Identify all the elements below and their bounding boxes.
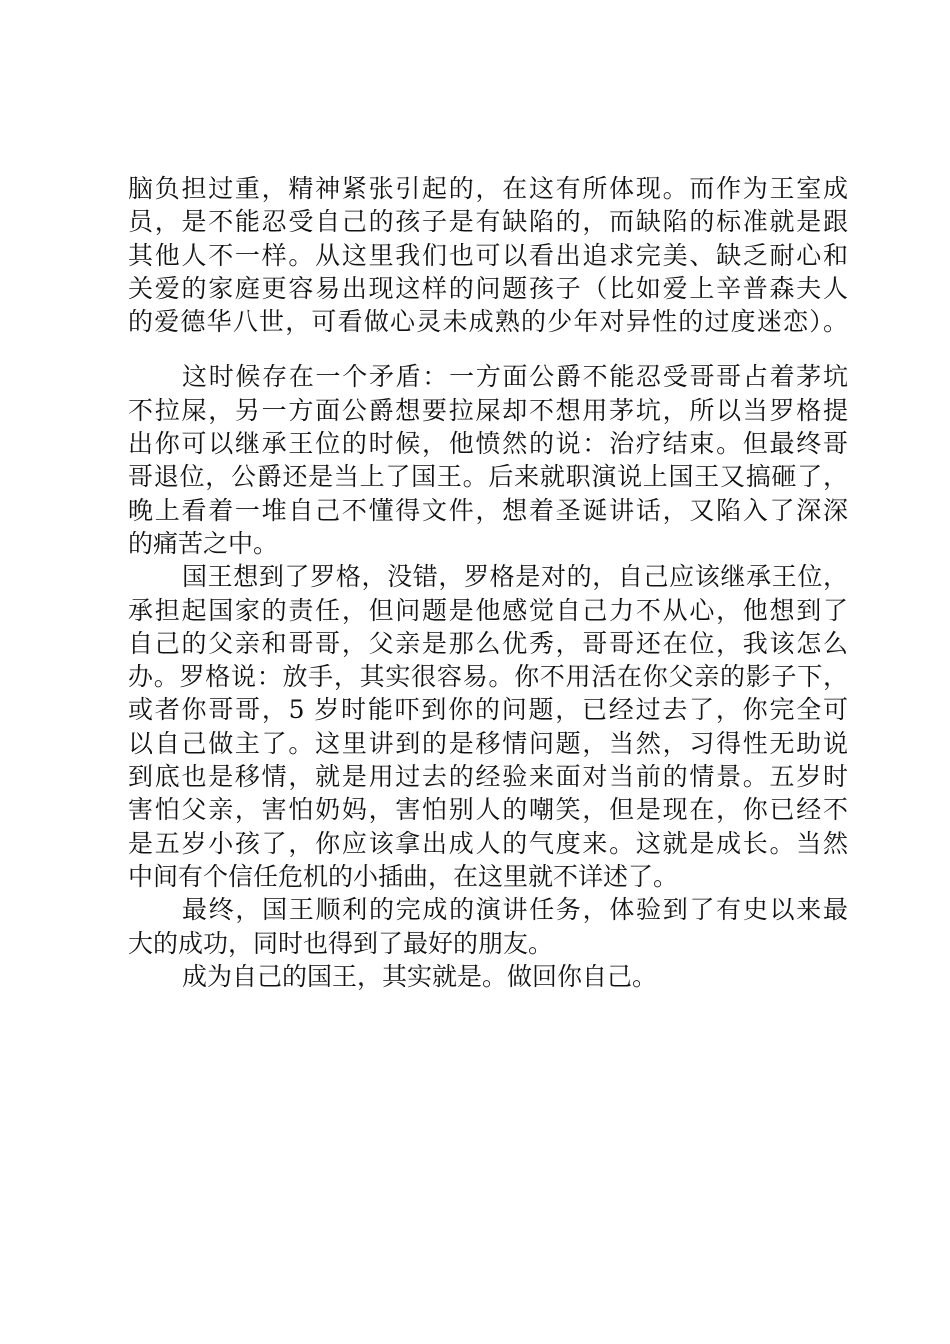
text-line: 成为自己的国王，其实就是。做回你自己。 [182, 961, 658, 991]
paragraph-4 [128, 893, 848, 960]
paragraph-2 [128, 360, 848, 560]
text-line: 是五岁小孩了，你应该拿出成人的气度来。这就是成长。当然 [128, 828, 848, 858]
text-line: 这时候存在一个矛盾：一方面公爵不能忍受哥哥占着茅坑 [182, 362, 848, 392]
text-line: 害怕父亲，害怕奶妈，害怕别人的嘲笑，但是现在，你已经不 [128, 795, 848, 825]
text-line: 的痛苦之中。 [128, 528, 279, 558]
text-line: 自己的父亲和哥哥，父亲是那么优秀，哥哥还在位，我该怎么 [128, 628, 848, 658]
paragraph-3 [128, 560, 848, 893]
text-line: 其他人不一样。从这里我们也可以看出追求完美、缺乏耐心和 [128, 240, 848, 270]
text-line: 不拉屎，另一方面公爵想要拉屎却不想用茅坑，所以当罗格提 [128, 395, 848, 425]
paragraph-5 [128, 960, 848, 993]
text-line: 的爱德华八世，可看做心灵未成熟的少年对异性的过度迷恋）。 [128, 307, 848, 337]
text-line: 大的成功，同时也得到了最好的朋友。 [128, 928, 554, 958]
text-line: 哥退位，公爵还是当上了国王。后来就职演说上国王又搞砸了， [128, 462, 848, 492]
text-line: 到底也是移情，就是用过去的经验来面对当前的情景。五岁时 [128, 762, 848, 792]
text-line: 中间有个信任危机的小插曲，在这里就不详述了。 [128, 861, 679, 891]
document-body [128, 172, 848, 993]
text-line: 以自己做主了。这里讲到的是移情问题，当然，习得性无助说 [128, 728, 848, 758]
text-line: 国王想到了罗格，没错，罗格是对的，自己应该继承王位， [182, 562, 848, 592]
text-line: 最终，国王顺利的完成的演讲任务，体验到了有史以来最 [182, 895, 848, 925]
paragraph-1 [128, 172, 848, 338]
text-line: 脑负担过重，精神紧张引起的，在这有所体现。而作为王室成 [128, 174, 848, 203]
text-line: 办。罗格说：放手，其实很容易。你不用活在你父亲的影子下， [128, 662, 848, 692]
text-line: 或者你哥哥，5 岁时能吓到你的问题，已经过去了，你完全可 [128, 695, 848, 725]
text-line: 晚上看着一堆自己不懂得文件，想着圣诞讲话，又陷入了深深 [128, 495, 848, 525]
text-line: 出你可以继承王位的时候，他愤然的说：治疗结束。但最终哥 [128, 429, 848, 459]
text-line: 员，是不能忍受自己的孩子是有缺陷的，而缺陷的标准就是跟 [128, 207, 848, 237]
paragraph-gap [128, 338, 848, 360]
text-line: 关爱的家庭更容易出现这样的问题孩子（比如爱上辛普森夫人 [128, 273, 848, 303]
text-line: 承担起国家的责任，但问题是他感觉自己力不从心，他想到了 [128, 595, 848, 625]
